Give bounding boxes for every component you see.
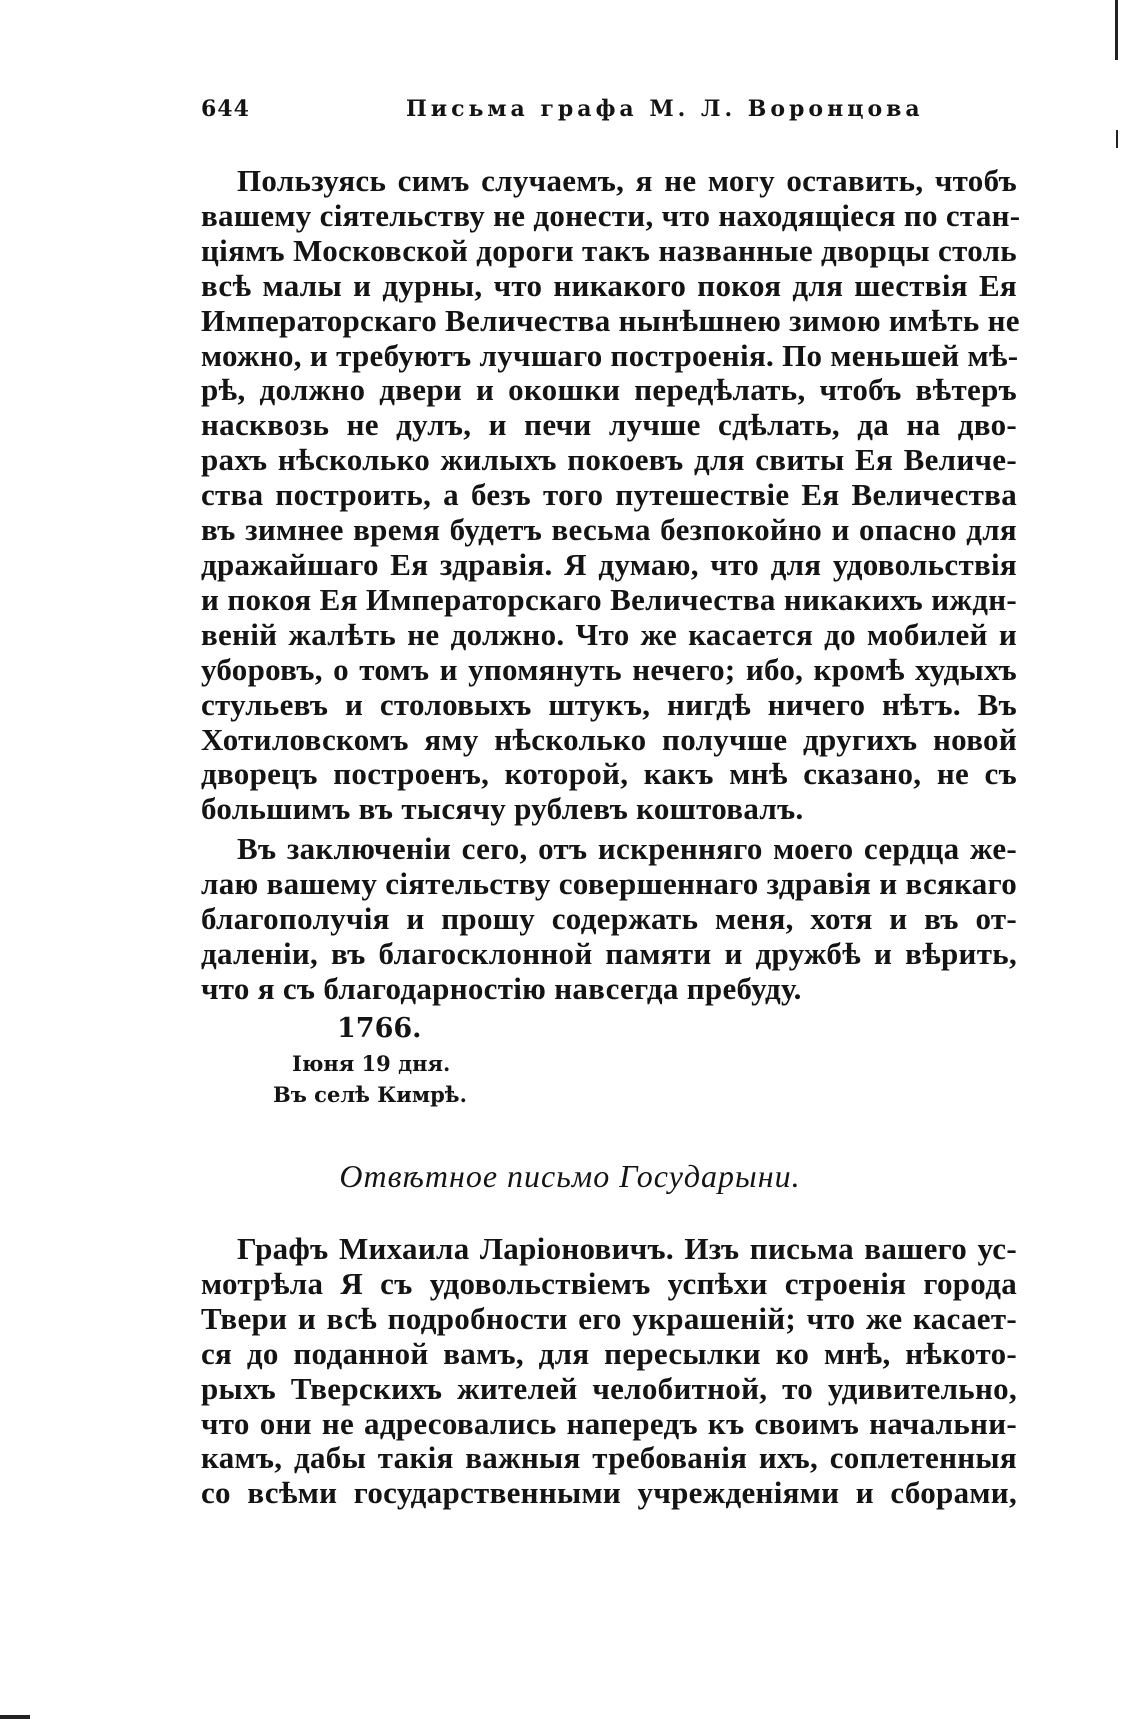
text-line: Въ заключеніи сего, отъ искренняго моего сердца же-	[237, 831, 1017, 866]
text-line: что я съ благодарностію навсегда пребуду.	[201, 970, 802, 1006]
text-line: большимъ въ тысячу рублевъ коштовалъ.	[201, 791, 804, 827]
text-line: ства построить, а безъ того путешествіе Ея Величества	[201, 477, 1017, 513]
text-line: ся до поданной вамъ, для пересылки ко мнѣ, нѣкото-	[201, 1335, 1017, 1371]
text-line: дворецъ построенъ, которой, какъ мнѣ сказано, не съ	[201, 756, 1017, 792]
letter-paragraph-2	[201, 832, 1017, 1007]
text-line: рѣ, должно двери и окошки передѣлать, чтобъ вѣтеръ	[201, 372, 1017, 408]
dateline-date: Іюня 19 дня.	[292, 1051, 451, 1076]
text-line: вашему сіятельству не донести, что находящіеся по стан-	[201, 197, 1021, 233]
text-line: дражайшаго Ея здравія. Я думаю, что для удовольствія	[201, 546, 1017, 582]
scan-edge-mark	[1115, 0, 1118, 60]
text-line: камъ, дабы такія важныя требованія ихъ, соплетенныя	[201, 1440, 1017, 1476]
text-line: насквозь не дулъ, и печи лучше сдѣлать, да на дво-	[201, 407, 1017, 443]
text-line: Пользуясь симъ случаемъ, я не могу оставить, чтобъ	[237, 163, 1017, 198]
running-title: Письма графа М. Л. Воронцова	[406, 96, 924, 122]
text-line: мотрѣла Я съ удовольствіемъ успѣхи строенія города	[201, 1265, 1017, 1301]
text-line: всѣ малы и дурны, что никакого покоя для шествія Ея	[201, 267, 1017, 303]
text-line: Графъ Михаила Ларіоновичъ. Изъ письма вашего ус-	[237, 1231, 1017, 1266]
dateline-place: Въ селѣ Кимрѣ.	[273, 1082, 467, 1107]
text-line: благополучія и прошу содержать меня, хотя и въ от-	[201, 900, 1017, 936]
text-line: лаю вашему сіятельству совершеннаго здравія и всякаго	[201, 865, 1017, 901]
text-line: можно, и требуютъ лучшаго построенія. По меньшей мѣ-	[201, 337, 1019, 373]
reply-title: Отвѣтное письмо Государыни.	[339, 1158, 801, 1194]
text-line: и покоя Ея Императорскаго Величества никакихъ иждн-	[201, 581, 1017, 617]
scan-edge-mark	[1116, 130, 1118, 148]
text-line: даленіи, въ благосклонной памяти и дружбѣ и вѣрить,	[201, 935, 1017, 971]
text-line: ціямъ Московской дороги такъ названные дворцы столь	[201, 232, 1017, 268]
page-header	[201, 96, 931, 136]
page-number: 644	[201, 96, 250, 122]
reply-paragraph	[201, 1232, 1017, 1511]
scan-edge-mark	[0, 1715, 30, 1719]
text-line: Хотиловскомъ яму нѣсколько получше другихъ новой	[201, 721, 1017, 757]
letter-paragraph-1	[201, 163, 1021, 827]
dateline-year: 1766.	[337, 1013, 422, 1044]
text-line: стульевъ и столовыхъ штукъ, нигдѣ ничего нѣтъ. Въ	[201, 686, 1017, 722]
text-line: что они не адресовались напередъ къ своимъ начальни-	[201, 1405, 1017, 1441]
text-line: уборовъ, о томъ и упомянуть нечего; ибо, кромѣ худыхъ	[201, 651, 1017, 687]
text-line: со всѣми государственными учрежденіями и сборами,	[201, 1475, 1017, 1511]
text-line: веній жалѣть не должно. Что же касается до мобилей и	[201, 616, 1017, 652]
text-line: рахъ нѣсколько жилыхъ покоевъ для свиты Ея Величе-	[201, 442, 1017, 478]
text-line: въ зимнее время будетъ весьма безпокойно и опасно для	[201, 512, 1017, 548]
text-line: рыхъ Тверскихъ жителей челобитной, то удивительно,	[201, 1370, 1017, 1406]
text-line: Твери и всѣ подробности его украшеній; что же касает-	[201, 1300, 1017, 1336]
text-line: Императорскаго Величества нынѣшнею зимою имѣть не	[201, 302, 1020, 338]
